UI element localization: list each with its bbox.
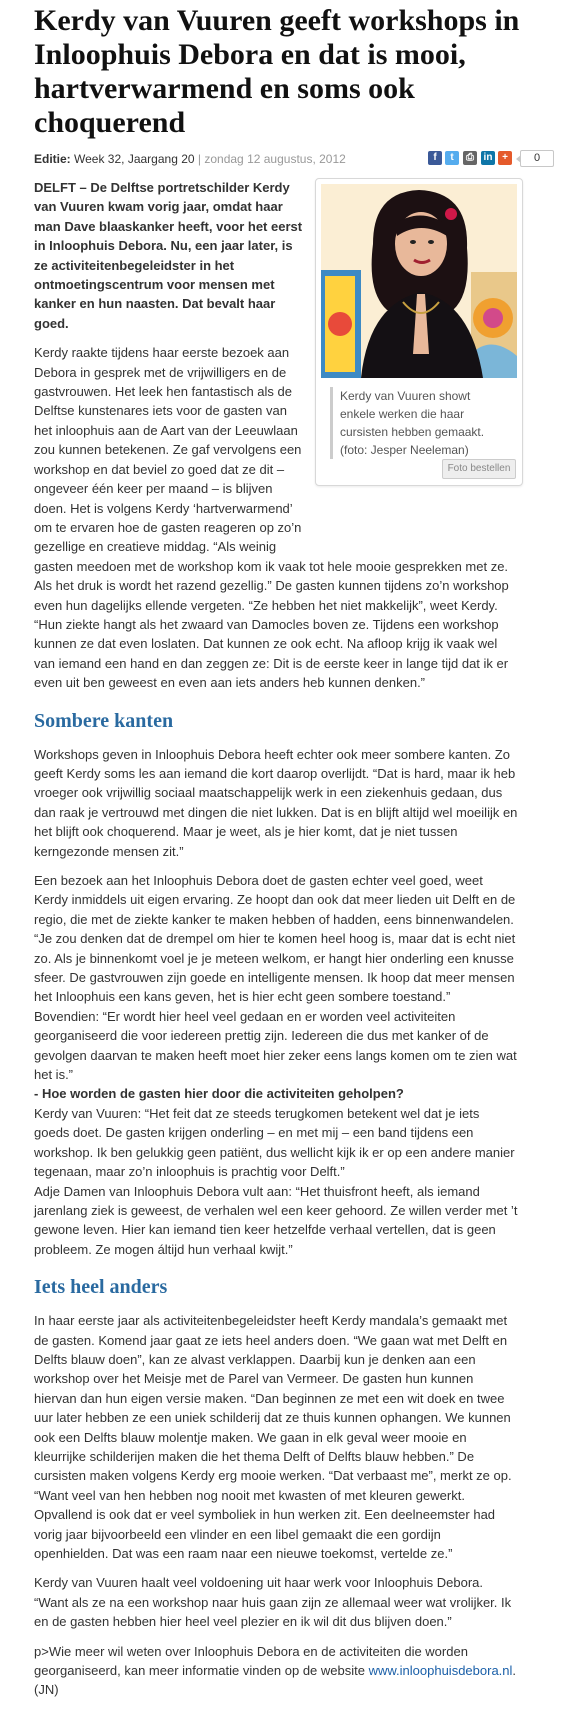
edition-label: Editie: [34,152,71,166]
closing-text: p>Wie meer wil weten over Inloophuis Debora en de activiteiten die worden georganiseerd, kan meer informatie vinden op de website [34,1643,468,1679]
article-paragraph: Kerdy raakte tijdens haar eerste bezoek aan Debora in gesprek met de vrijwilligers en de gastvrouwen. Het leek hen fantastisch als de Delftse kunstenares iets voor de gasten van het inloophuis aan de Aart van der Leeuwlaan zou kunnen betekenen. Ze gaf vervolgens een workshop en dat beviel zo goed dat ze dit – ongeveer één keer per maand – is blijven doen. Het is volgens Kerdy ‘hartverwarmend’ om te ervaren hoe de gasten reageren op zo’n gezellige en creatieve middag. “Als weinig [34,345,302,555]
article-body [34,178,518,1710]
article-paragraph: Een bezoek aan het Inloophuis Debora doet de gasten echter veel goed, weet Kerdy inmiddels uit eigen ervaring. Ze hoopt dan ook dat meer lieden uit Delft en de regio, die met de ziekte kanker te maken hebben of hadden, eens binnenwandelen. “Je zou denken dat de drempel om hier te komen heel hoog is, maar dat is echt niet zo. Als je binnenkomt voel je je meteen welkom, er hangt hier onderling een knusse sfeer. De gastvrouwen zijn goede en intelligente mensen. Ik hoop dat meer mensen het Inloophuis een kans geven, het is hier echt geen sombere toestand.” Bovendien: “Er wordt hier heel veel gedaan en er worden veel activiteiten georganiseerd die voor iedereen prettig zijn. Iedereen die dus met kanker of de gevolgen daarvan te maken heeft moet hier zeker eens langs komen om te zien wat het is.” [34,873,517,1083]
twitter-icon[interactable]: t [445,151,459,165]
print-icon[interactable]: ⎙ [463,151,477,165]
closing-end: . (JN) [34,1663,517,1698]
share-count: 0 [520,150,554,167]
publish-date: zondag 12 augustus, 2012 [204,152,346,166]
article-paragraph [34,1642,518,1700]
order-photo-button[interactable]: Foto bestellen [442,459,516,479]
meta-separator: | [197,152,202,166]
share-bar [428,150,556,168]
article-paragraph: Kerdy van Vuuren: “Het feit dat ze steeds terugkomen betekent wel dat je iets goeds doet. De gasten krijgen onderling – en met mij – een band tijdens een workshop. Ik ben gelukkig geen patiënt, dus wellicht kijk ik er op een andere manier tegenaan, maar zo’n inloophuis is prachtig voor Delft.” [34,1105,515,1180]
article-lead: DELFT – De Delftse portretschilder Kerdy van Vuuren kwam vorig jaar, omdat haar man Dave blaaskanker heeft, voor het eerst in Inloophuis Debora. Nu, een jaar later, is ze activiteitenbegeleidster in het ontmoetingscentrum voor mensen met kanker en hun naasten. Dat bevalt haar goed. [34,180,303,331]
article-paragraph: In haar eerste jaar als activiteitenbegeleidster heeft Kerdy mandala’s gemaakt met de gasten. Komend jaar gaat ze iets heel anders doen. “We gaan wat met Delft en Delfts blauw doen”, kan ze alvast verklappen. Daarbij kun je denken aan een workshop over het Meisje met de Parel van Vermeer. De gasten hun kunnen hiervan dan hun eigen versie maken. “Dan beginnen ze met een wit doek en twee uur later hebben ze een uniek schilderij dat ze thuis kunnen ophangen. We kunnen ook een Delfts blauw molentje maken. We gaan in elk geval weer mooie en kleurrijke schilderijen maken die het thema Delft of Delfts blauw hebben.” De cursisten maken volgens Kerdy erg mooie werken. “Dat verbaast me”, merkt ze op. “Want veel van hen hebben nog nooit met kwasten of met kleuren gewerkt. Opvallend is ook dat er veel symboliek in hun werken zit. Een deelneemster had vorig jaar bijvoorbeeld een vlinder en een libel gemaakt die een gordijn openhielden. Dat was een raam naar een nieuwe toekomst, vertelde ze.” [34,1313,512,1561]
edition-value: Week 32, Jaargang 20 [74,152,195,166]
article-headline: Kerdy van Vuuren geeft workshops in Inloophuis Debora en dat is mooi, hartverwarmend en soms ook choquerend [34,4,520,139]
interview-question: - Hoe worden de gasten hier door die activiteiten geholpen? [34,1086,404,1102]
article-paragraph: Workshops geven in Inloophuis Debora heeft echter ook meer sombere kanten. Zo geeft Kerdy soms les aan iemand die kort daarop overlijdt. “Dat is hard, maar ik heb vroeger ook vrijwillig sociaal maatschappelijk werk in een ziekenhuis gedaan, dus dan raak je vertrouwd met dingen die niet lukken. Dat is en blijft altijd wel moeilijk en het blijft ook choquerend. Maar je weet, als je hier komt, dat je niet tussen kerngezonde mensen zit.” [34,746,518,859]
section-heading: Sombere kanten [34,709,174,732]
plus-icon[interactable]: + [498,151,512,165]
linkedin-icon[interactable]: in [481,151,495,165]
photo-caption: Kerdy van Vuuren showt enkele werken die haar cursisten hebben gemaakt. (foto: Jesper Neeleman) [330,387,506,459]
website-link[interactable]: www.inloophuisdebora.nl [368,1663,513,1679]
facebook-icon[interactable]: f [428,151,442,165]
article-paragraph: Kerdy van Vuuren haalt veel voldoening uit haar werk voor Inloophuis Debora. “Want als ze na een workshop naar huis gaan zijn ze allemaal weer wat vrolijker. Ik en de gasten hebben hier heel veel plezier en ik wil dit dus blijven doen.” [34,1575,512,1630]
article-paragraph: gasten meedoen met de workshop kom ik vaak tot hele mooie gesprekken met ze. Als het druk is wordt het razend gezellig.” De gasten kunnen tijdens zo’n workshop even hun dagelijks ellende vergeten. “Ze hebben het niet makkelijk”, weet Kerdy. “Hun ziekte hangt als het zwaard van Damocles boven ze. Tijdens een workshop kunnen ze dat even loslaten. Dat kunnen ze ook echt. Na afloop krijg ik vaak wel van iemand een hand en dan zeggen ze: Dit is de eerste keer in lange tijd dat ik er even uit ben geweest en even aan iets anders heb kunnen denken.” [34,558,509,691]
article-meta [34,150,556,174]
article-paragraph: Adje Damen van Inloophuis Debora vult aan: “Het thuisfront heeft, als iemand jarenlang ziek is geweest, de verhalen wel een keer gehoord. Ze willen verder met ’t gewone leven. Hier kan iemand tien keer hetzelfde verhaal vertellen, dat is geen probleem. Ze mogen áltijd hun verhaal kwijt.” [34,1183,518,1257]
section-heading: Iets heel anders [34,1276,168,1299]
